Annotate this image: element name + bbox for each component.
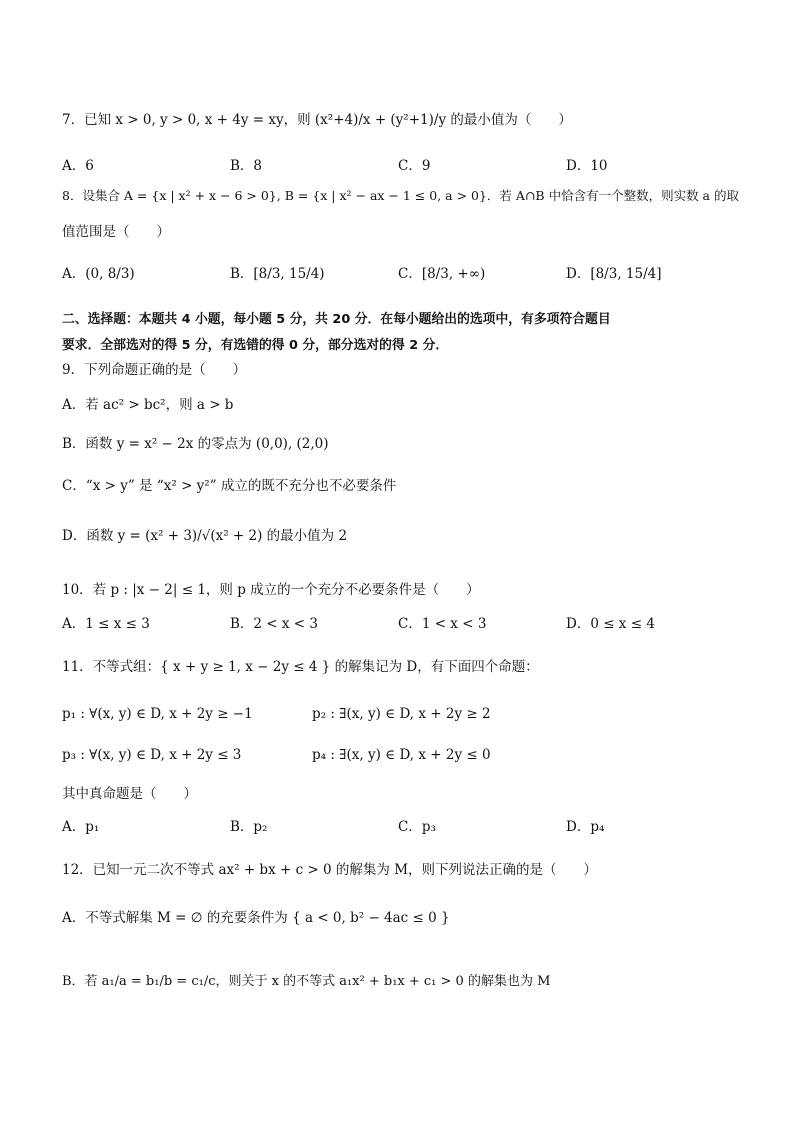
q10-option-b: B．2 < x < 3 [230,616,319,632]
q8-option-d: D．[8/3, 15/4] [566,266,662,282]
q9-option-b: B．函数 y = x² − 2x 的零点为 (0,0), (2,0) [62,436,329,452]
question-9-stem: 9．下列命题正确的是（ ） [62,362,247,378]
q9-option-d: D．函数 y = (x² + 3)/√(x² + 2) 的最小值为 2 [62,528,348,544]
q11-option-b: B．p₂ [230,819,268,835]
q7-option-a: A．6 [62,158,94,174]
q11-proposition-p3: p₃ : ∀(x, y) ∈ D, x + 2y ≤ 3 [62,747,242,763]
q7-option-c: C．9 [398,158,431,174]
q11-option-d: D．p₄ [566,819,605,835]
q11-option-c: C．p₃ [398,819,436,835]
question-8-stem-line2: 值范围是（ ） [62,224,170,240]
q11-proposition-p4: p₄ : ∃(x, y) ∈ D, x + 2y ≤ 0 [312,747,491,763]
q7-option-b: B．8 [230,158,263,174]
question-10-stem: 10．若 p : |x − 2| ≤ 1，则 p 成立的一个充分不必要条件是（ ） [62,582,480,598]
q8-option-b: B．[8/3, 15/4) [230,266,325,282]
q10-option-d: D．0 ≤ x ≤ 4 [566,616,655,632]
q11-proposition-p2: p₂ : ∃(x, y) ∈ D, x + 2y ≥ 2 [312,706,491,722]
section-2-heading-line2: 要求．全部选对的得 5 分，有选错的得 0 分，部分选对的得 2 分． [62,338,449,353]
q9-option-a: A．若 ac² > bc²，则 a > b [62,397,234,413]
q11-proposition-p1: p₁ : ∀(x, y) ∈ D, x + 2y ≥ −1 [62,706,253,722]
q7-option-d: D．10 [566,158,608,174]
question-11-stem: 11．不等式组：{ x + y ≥ 1, x − 2y ≤ 4 } 的解集记为 D，有下面四个命题： [62,659,539,675]
q12-option-a: A．不等式解集 M = ∅ 的充要条件为 { a < 0, b² − 4ac ≤ 0 } [62,910,450,926]
q10-option-c: C．1 < x < 3 [398,616,487,632]
question-7-stem: 7．已知 x > 0, y > 0, x + 4y = xy，则 (x²+4)/x + (y²+1)/y 的最小值为（ ） [62,112,572,128]
section-2-heading-line1: 二、选择题：本题共 4 小题，每小题 5 分，共 20 分．在每小题给出的选项中，有多项符合题目 [62,312,611,327]
q11-option-a: A．p₁ [62,819,100,835]
q8-option-a: A．(0, 8/3) [62,266,135,282]
q10-option-a: A．1 ≤ x ≤ 3 [62,616,150,632]
question-8-stem-line1: 8．设集合 A = {x | x² + x − 6 > 0}, B = {x | x² − ax − 1 ≤ 0, a > 0}．若 A∩B 中恰含有一个整数，则实数 a 的取 [62,188,739,203]
q12-option-b: B．若 a₁/a = b₁/b = c₁/c，则关于 x 的不等式 a₁x² + b₁x + c₁ > 0 的解集也为 M [62,974,551,989]
q9-option-c: C．“x > y” 是 “x² > y²” 成立的既不充分也不必要条件 [62,478,397,494]
q8-option-c: C．[8/3, +∞) [398,266,486,282]
q11-true-propositions-label: 其中真命题是（ ） [62,786,197,802]
question-12-stem: 12．已知一元二次不等式 ax² + bx + c > 0 的解集为 M，则下列说法正确的是（ ） [62,862,598,878]
